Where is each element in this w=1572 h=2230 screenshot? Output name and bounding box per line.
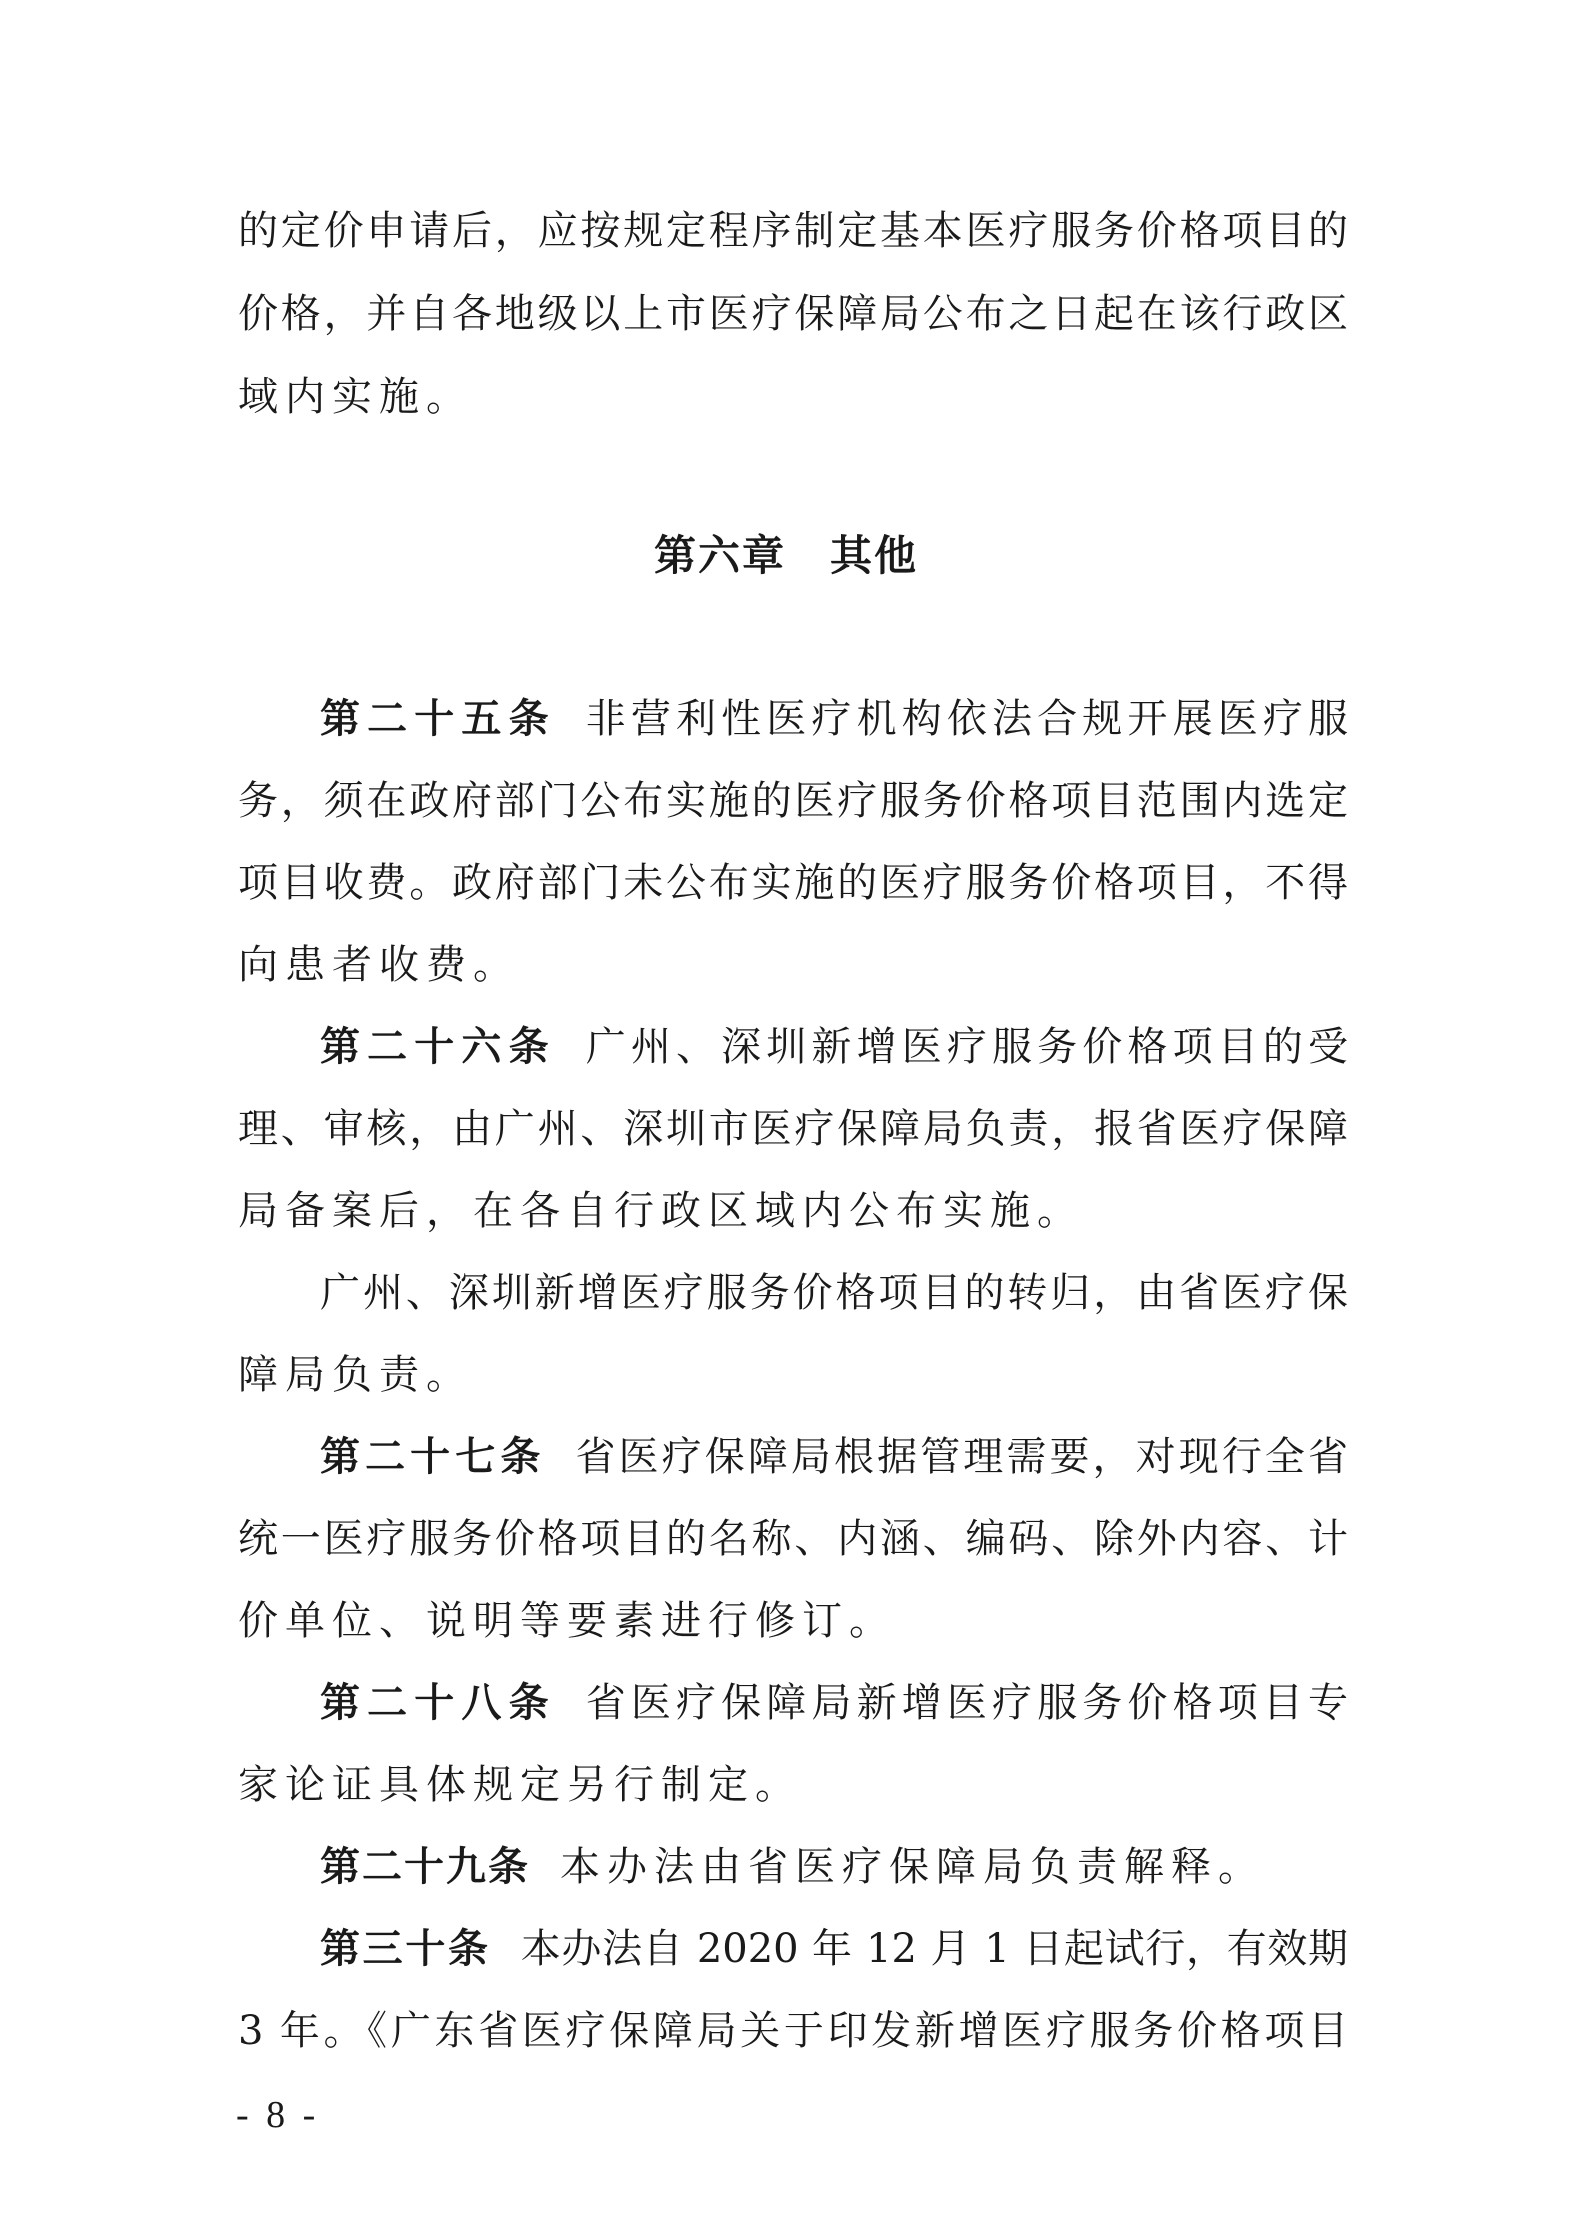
body-text-line: 局备案后，在各自行政区域内公布实施。 [238,1188,1084,1234]
body-text-line: 3 年。《广东省医疗保障局关于印发新增医疗服务价格项目 [238,2008,1348,2054]
article-first-line [320,694,1348,744]
article-label: 第二十八条 [320,1680,556,1726]
article-text: 非营利性医疗机构依法合规开展医疗服 [585,696,1349,742]
article-first-line [320,1842,1348,1892]
body-text-line: 务，须在政府部门公布实施的医疗服务价格项目范围内选定 [238,778,1348,824]
chapter-number: 第六章 [653,531,786,580]
article-label: 第二十五条 [320,696,556,742]
article-label: 第二十六条 [320,1024,556,1070]
article-label: 第三十条 [320,1926,491,1972]
article-text: 广州、深圳新增医疗服务价格项目的受 [585,1024,1349,1070]
body-text-line: 广州、深圳新增医疗服务价格项目的转归，由省医疗保 [320,1270,1348,1316]
article-label: 第二十九条 [320,1844,530,1890]
body-text-line: 的定价申请后，应按规定程序制定基本医疗服务价格项目的 [238,208,1348,254]
page-number: - 8 - [236,2094,320,2136]
article-text: 本办法由省医疗保障局负责解释。 [560,1844,1265,1890]
article-label: 第二十七条 [320,1434,546,1480]
article-text: 省医疗保障局新增医疗服务价格项目专 [585,1680,1349,1726]
body-text-line: 家论证具体规定另行制定。 [238,1762,802,1808]
article-first-line [320,1924,1348,1974]
body-text-line: 项目收费。政府部门未公布实施的医疗服务价格项目，不得 [238,860,1348,906]
article-first-line [320,1678,1348,1728]
chapter-heading [0,528,1572,584]
chapter-title: 其他 [830,531,919,580]
body-text-line: 价单位、说明等要素进行修订。 [238,1598,896,1644]
body-text-line: 障局负责。 [238,1352,473,1398]
body-text-line: 价格，并自各地级以上市医疗保障局公布之日起在该行政区 [238,291,1348,337]
body-text-line: 向患者收费。 [238,942,520,988]
body-text-line: 域内实施。 [238,374,473,420]
article-first-line [320,1022,1348,1072]
article-first-line [320,1432,1348,1482]
body-text-line: 理、审核，由广州、深圳市医疗保障局负责，报省医疗保障 [238,1106,1348,1152]
body-text-line: 统一医疗服务价格项目的名称、内涵、编码、除外内容、计 [238,1516,1348,1562]
article-text: 省医疗保障局根据管理需要，对现行全省 [575,1434,1349,1480]
article-text: 本办法自 2020 年 12 月 1 日起试行，有效期 [520,1926,1349,1972]
